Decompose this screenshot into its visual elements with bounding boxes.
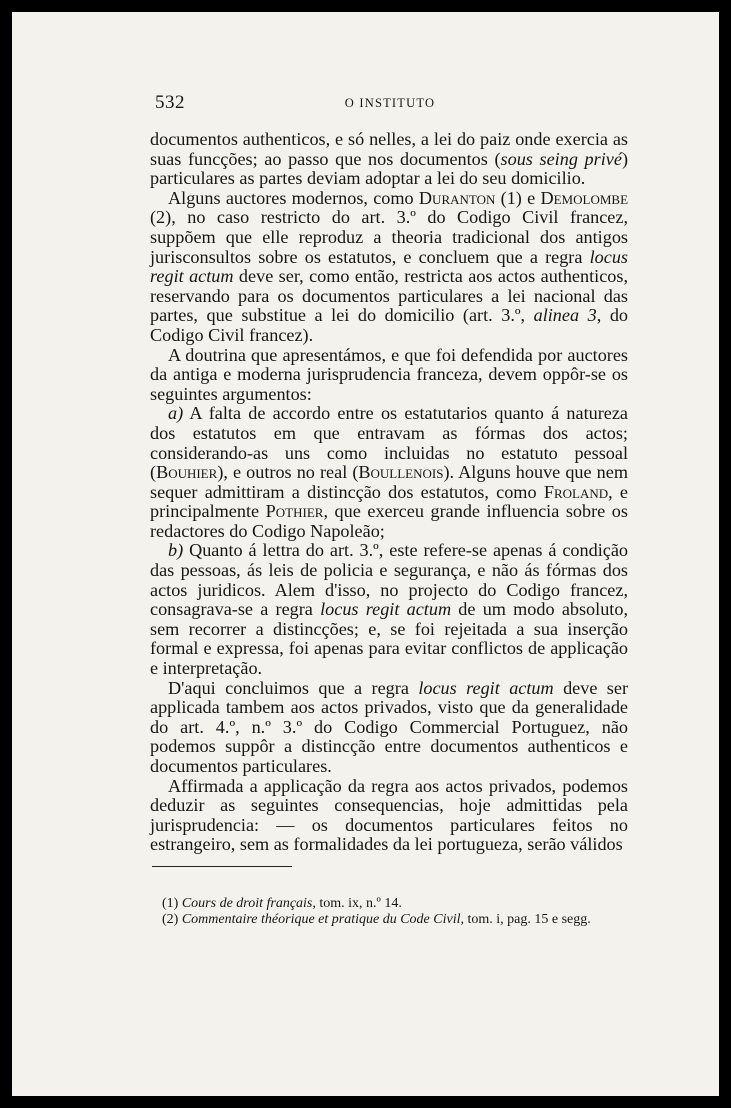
author-name: Froland: [543, 481, 609, 502]
author-name: Pothier: [265, 501, 324, 522]
paragraph-2: Alguns auctores modernos, como Duranton (1) e Demolombe (2), no caso restricto do art. 3.º do Codigo Civil francez, suppõem que elle reproduz a theoria tradicional dos antigos jurisconsultos sobre os estatutos, e concluem que a regra locus regit actum deve ser, como então, restricta aos actos authenticos, reservando para os documentos particulares a lei nacional das partes, que substitue a lei do domicilio (art. 3.º, alinea 3, do Codigo Civil francez).: [150, 187, 629, 345]
body-text: [150, 130, 628, 855]
author-name: Boullenois: [358, 462, 444, 483]
list-label: a): [168, 403, 184, 424]
footnote-1: (1) Cours de droit français, tom. ix, n.º 14.: [162, 896, 402, 911]
author-name: Demolombe: [540, 187, 629, 208]
author-name: Bouhier: [156, 462, 218, 483]
paragraph-3: A doutrina que apresentámos, e que foi defendida por auctores da antiga e moderna jurisprudencia franceza, devem oppôr-se os seguintes argumentos:: [150, 344, 628, 404]
list-label: b): [168, 540, 184, 561]
paragraph-1: documentos authenticos, e só nelles, a lei do paiz onde exercia as suas funcções; ao passo que nos documentos (sous seing privé) particulares as partes deviam adoptar a lei do seu domicilio.: [150, 129, 628, 189]
footnote-2: (2) Commentaire théorique et pratique du Code Civil, tom. i, pag. 15 e segg.: [162, 912, 591, 927]
paragraph-6: D'aqui concluimos que a regra locus regit actum deve ser applicada tambem aos actos privados, visto que da generalidade do art. 4.º, n.º 3.º do Codigo Commercial Portuguez, não podemos suppôr a distincção entre documentos authenticos e documentos particulares.: [150, 677, 629, 776]
running-head: O INSTITUTO: [344, 96, 436, 110]
book-page: [12, 12, 719, 1096]
page-number: 532: [155, 92, 185, 113]
page-header: [155, 92, 625, 116]
paragraph-5: b) Quanto á lettra do art. 3.º, este refere-se apenas á condição das pessoas, ás leis de policia e segurança, e não ás fórmas dos actos juridicos. Alem d'isso, no projecto do Codigo francez, consagrava-se a regra locus regit actum de um modo absoluto, sem recorrer a distincções; e, se foi rejeitada a sua inserção formal e expressa, foi apenas para evitar conflictos de applicação e interpretação.: [150, 540, 628, 679]
paragraph-7: Affirmada a applicação da regra aos actos privados, podemos deduzir as seguintes consequencias, hoje admittidas pela jurisprudencia: — os documentos particulares feitos no estrangeiro, sem as formalidades da lei portugueza, serão válidos: [150, 775, 628, 855]
footnote-divider: [152, 866, 292, 867]
paragraph-4: a) A falta de accordo entre os estatutarios quanto á natureza dos estatutos em que entravam as fórmas dos actos; considerando-as uns como incluidas no estatuto pessoal (Bouhier), e outros no real (Boullenois). Alguns houve que nem sequer admittiram a distincção dos estatutos, como Froland, e principalmente Pothier, que exerceu grande influencia sobre os redactores do Codigo Napoleão;: [150, 403, 628, 541]
footnotes: [150, 896, 628, 928]
author-name: Duranton: [418, 187, 496, 208]
